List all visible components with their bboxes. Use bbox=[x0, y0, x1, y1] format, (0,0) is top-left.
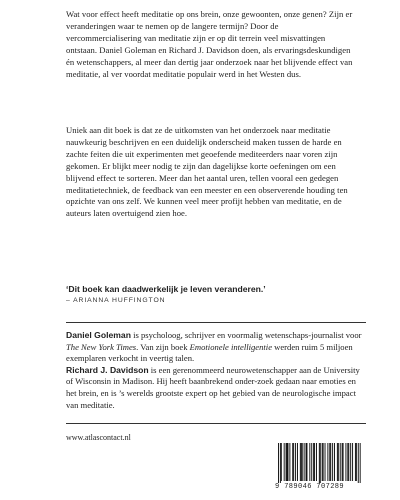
barcode-bar bbox=[284, 443, 285, 481]
barcode-bar bbox=[325, 443, 326, 481]
author1-text-c: werden ruim 5 miljoen exemplaren verkocht in veertig talen. bbox=[66, 341, 353, 364]
barcode-bar bbox=[297, 443, 298, 481]
barcode-bar bbox=[330, 443, 331, 481]
barcode-bar bbox=[288, 443, 289, 481]
barcode-bar bbox=[337, 443, 338, 481]
barcode-bar bbox=[323, 443, 324, 481]
barcode-bar bbox=[358, 443, 359, 485]
barcode-bar bbox=[307, 443, 308, 481]
isbn-digits: 9 789046 707289 bbox=[274, 483, 363, 491]
author1-publication: The New York Times bbox=[66, 341, 137, 352]
barcode-bar bbox=[327, 443, 328, 481]
barcode-bar bbox=[350, 443, 351, 481]
barcode-bar bbox=[287, 443, 288, 481]
barcode-bar bbox=[356, 443, 357, 481]
author1-name: Daniel Goleman bbox=[66, 330, 131, 340]
barcode-bar bbox=[306, 443, 307, 481]
barcode-bar bbox=[311, 443, 312, 481]
author1-text-a: is psycholoog, schrijver en voormalig wetenschaps-journalist voor bbox=[130, 330, 362, 340]
barcode-bar bbox=[334, 443, 335, 481]
barcode-icon bbox=[274, 443, 362, 485]
divider-top bbox=[66, 322, 366, 323]
barcode-bar bbox=[302, 443, 303, 481]
barcode-bar bbox=[348, 443, 349, 481]
author2-name: Richard J. Davidson bbox=[66, 364, 149, 375]
barcode-bar bbox=[314, 443, 315, 481]
barcode-bar bbox=[360, 443, 361, 485]
barcode-bar bbox=[322, 443, 323, 481]
divider-bottom bbox=[66, 423, 366, 424]
barcode-bar bbox=[304, 443, 305, 481]
barcode-bar bbox=[293, 443, 294, 481]
barcode-bar bbox=[329, 443, 330, 481]
barcode-bar bbox=[295, 443, 296, 481]
barcode-bar bbox=[280, 443, 281, 485]
barcode-bar bbox=[313, 443, 314, 481]
endorsement-attribution: – ARIANNA HUFFINGTON bbox=[66, 297, 166, 304]
barcode-bar bbox=[352, 443, 353, 481]
barcode-bar bbox=[300, 443, 301, 481]
author2-text: is een gerenommeerd neurowetenschapper aan de University of Wisconsin in Madison. Hij heeft baanbrekend onder-zoek gedaan naar emoties en het brein, en is ’s werelds grootste expert op het gebied van de neurologische impact van meditatie. bbox=[66, 364, 360, 410]
barcode-bar bbox=[301, 443, 302, 481]
barcode-bar bbox=[338, 443, 339, 481]
author1-text-b: . Van zijn boek bbox=[136, 341, 190, 352]
barcode-bar bbox=[316, 443, 317, 481]
author1-book: Emotionele intelligentie bbox=[189, 341, 273, 352]
barcode-bar bbox=[332, 443, 333, 481]
barcode-bar bbox=[340, 443, 341, 481]
barcode-bar bbox=[286, 443, 287, 481]
barcode-bar bbox=[292, 443, 293, 481]
endorsement-quote: ‘Dit boek kan daadwerkelijk je leven veranderen.’ bbox=[66, 284, 266, 294]
barcode-bar bbox=[309, 443, 310, 481]
barcode-bar bbox=[345, 443, 346, 481]
barcode-bar bbox=[281, 443, 282, 481]
description-paragraph-1: Wat voor effect heeft meditatie op ons brein, onze gewoonten, onze genen? Zijn er veranderingen waar te nemen op de langere termijn? Door de vercommercialisering van meditatie zijn er op dit terrein veel misvattingen ontstaan. Daniel Goleman en Richard J. Davidson doen, als ervaringsdeskundigen én wetenschappers, al meer dan dertig jaar onderzoek naar het blijvende effect van meditatie, al ver voordat meditatie populair werd in het Westen dus. bbox=[66, 9, 353, 79]
barcode-bar bbox=[343, 443, 344, 481]
barcode-bar bbox=[289, 443, 290, 481]
isbn-barcode bbox=[274, 443, 362, 491]
barcode-bar bbox=[278, 443, 279, 485]
author-bio bbox=[66, 330, 364, 411]
publisher-website: www.atlascontact.nl bbox=[66, 433, 131, 442]
barcode-bar bbox=[355, 443, 356, 481]
barcode-bar bbox=[347, 443, 348, 481]
description-paragraph-2: Uniek aan dit boek is dat ze de uitkomsten van het onderzoek naar meditatie nauwkeurig beschrijven en een duidelijk onderscheid maken tussen de harde en zachte feiten die uit experimenten met geoefende mediteerders naar voren zijn gekomen. Er blijkt meer nodig te zijn dan dagelijkse korte oefeningen om een blijvend effect te sorteren. Meer dan het aantal uren, tellen vooral een gedegen meditatietechniek, de feedback van een meester en een observerende houding ten opzichte van ons zelf. We kunnen veel meer profijt hebben van meditatie, en de auteurs laten overtuigend zien hoe. bbox=[66, 125, 348, 219]
barcode-bar bbox=[320, 443, 321, 485]
barcode-bar bbox=[342, 443, 343, 481]
barcode-bar bbox=[319, 443, 320, 485]
